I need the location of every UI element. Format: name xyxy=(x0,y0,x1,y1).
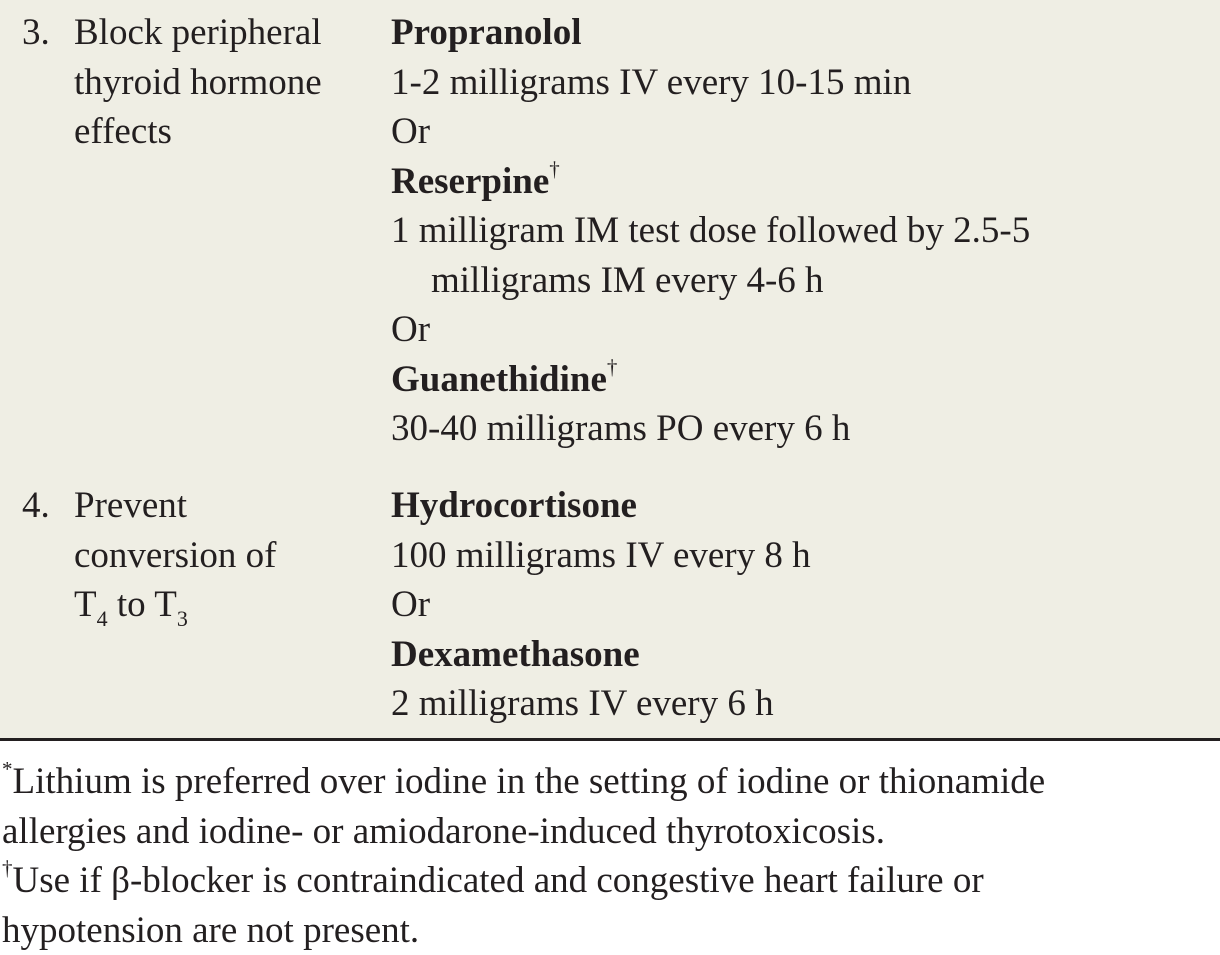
footnotes xyxy=(2,757,1217,955)
step-line: Block peripheral xyxy=(74,8,374,58)
step-description xyxy=(74,8,374,157)
step-line: thyroid hormone xyxy=(74,58,374,108)
dagger-mark: † xyxy=(607,355,618,379)
formula-middle: to xyxy=(108,584,155,625)
step-line: effects xyxy=(74,107,374,157)
dose-line: 2 milligrams IV every 6 h xyxy=(391,679,1211,729)
footnote-text: Use if β-blocker is contraindicated and congestive heart failure or xyxy=(13,860,984,901)
step-formula xyxy=(74,580,374,630)
drug-name-text: Reserpine xyxy=(391,161,549,202)
step-line: conversion of xyxy=(74,531,374,581)
or-separator: Or xyxy=(391,580,1211,630)
dagger-mark: † xyxy=(549,157,560,181)
dose-line: milligrams IM every 4-6 h xyxy=(391,256,1211,306)
dose-line: 1-2 milligrams IV every 10-15 min xyxy=(391,58,1211,108)
footnote-line xyxy=(2,856,1217,906)
table-bottom-rule xyxy=(0,738,1220,741)
step-number: 3. xyxy=(22,8,50,58)
drug-name-text: Hydrocortisone xyxy=(391,485,637,526)
footnote-line: hypotension are not present. xyxy=(2,906,1217,955)
drug-name-text: Propranolol xyxy=(391,12,582,53)
dose-line: 100 milligrams IV every 8 h xyxy=(391,531,1211,581)
treatment-list xyxy=(391,8,1211,454)
drug-name xyxy=(391,481,1211,531)
drug-name xyxy=(391,355,1211,405)
drug-name xyxy=(391,8,1211,58)
treatment-list xyxy=(391,481,1211,729)
dose-line: 30-40 milligrams PO every 6 h xyxy=(391,404,1211,454)
t4-base: T xyxy=(74,584,97,625)
dagger-mark: † xyxy=(2,856,13,880)
asterisk-mark: * xyxy=(2,757,13,781)
footnote-line: allergies and iodine- or amiodarone-induced thyrotoxicosis. xyxy=(2,807,1217,857)
footnote-text: Lithium is preferred over iodine in the setting of iodine or thionamide xyxy=(13,761,1046,802)
t3-base: T xyxy=(154,584,177,625)
or-separator: Or xyxy=(391,107,1211,157)
t3-subscript: 3 xyxy=(177,606,188,631)
t4-subscript: 4 xyxy=(97,606,108,631)
drug-name xyxy=(391,157,1211,207)
or-separator: Or xyxy=(391,305,1211,355)
footnote-line xyxy=(2,757,1217,807)
drug-name-text: Dexamethasone xyxy=(391,634,640,675)
drug-name-text: Guanethidine xyxy=(391,359,607,400)
drug-name xyxy=(391,630,1211,680)
step-description xyxy=(74,481,374,630)
step-number: 4. xyxy=(22,481,50,531)
step-line: Prevent xyxy=(74,481,374,531)
dose-line: 1 milligram IM test dose followed by 2.5-5 xyxy=(391,206,1211,256)
